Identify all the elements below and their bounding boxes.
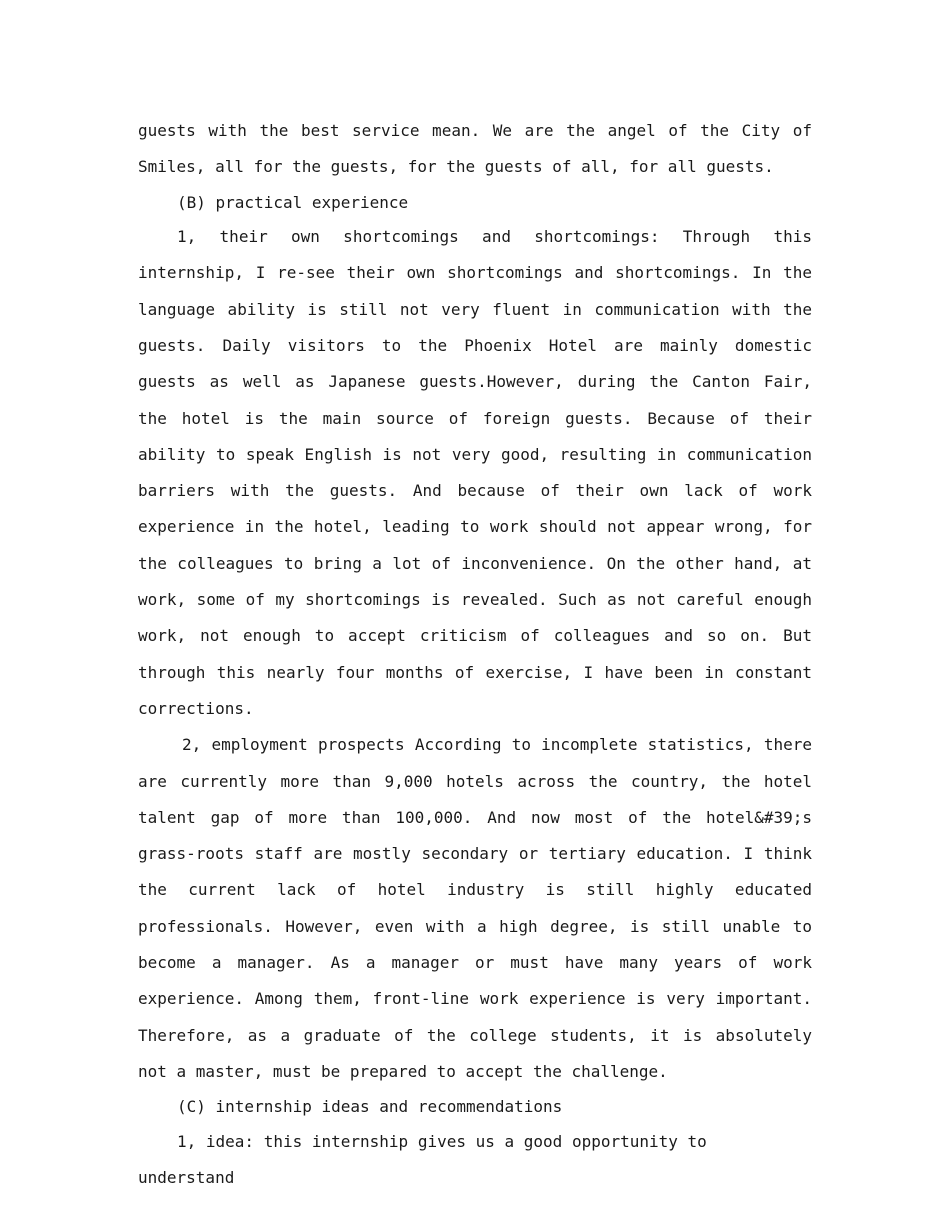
paragraph-idea: 1, idea: this internship gives us a good opportunity to understand <box>138 1131 707 1188</box>
document-body <box>138 113 812 1196</box>
section-heading-c: (C) internship ideas and recommendations <box>177 1097 563 1117</box>
paragraph-continuation: guests with the best service mean. We are the angel of the City of Smiles, all for the guests, for the guests of all, for all guests. <box>138 121 812 177</box>
paragraph-shortcomings: 1, their own shortcomings and shortcomings: Through this internship, I re-see their own shortcomings and shortcomings. In the language ability is still not very fluent in communication with the guests. Daily visitors to the Phoenix Hotel are mainly domestic guests as well as Japanese guests.However, during the Canton Fair, the hotel is the main source of foreign guests. Because of their ability to speak English is not very good, resulting in communication barriers with the guests. And because of their own lack of work experience in the hotel, leading to work should not appear wrong, for the colleagues to bring a lot of inconvenience. On the other hand, at work, some of my shortcomings is revealed. Such as not careful enough work, not enough to accept criticism of colleagues and so on. But through this nearly four months of exercise, I have been in constant corrections. <box>138 227 812 718</box>
section-heading-b: (B) practical experience <box>177 192 409 212</box>
paragraph-employment-prospects: 2, employment prospects According to incomplete statistics, there are currently more than 9,000 hotels across the country, the hotel talent gap of more than 100,000. And now most of the hotel&#39;s grass-roots staff are mostly secondary or tertiary education. I think the current lack of hotel industry is still highly educated professionals. However, even with a high degree, is still unable to become a manager. As a manager or must have many years of work experience. Among them, front-line work experience is very important. Therefore, as a graduate of the college students, it is absolutely not a master, must be prepared to accept the challenge. <box>138 735 812 1081</box>
